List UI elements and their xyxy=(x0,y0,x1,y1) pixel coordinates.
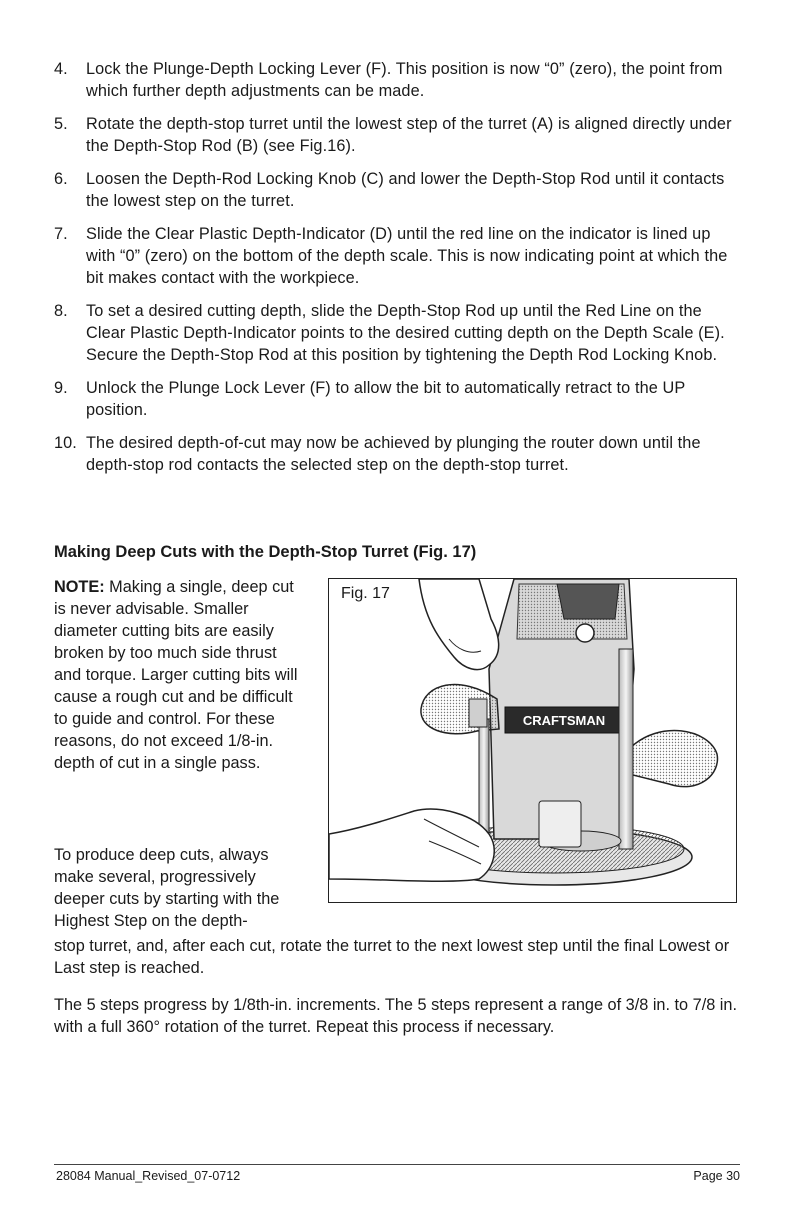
section-heading: Making Deep Cuts with the Depth-Stop Turret (Fig. 17) xyxy=(54,543,477,561)
footer-divider xyxy=(54,1164,740,1165)
footer-document-id: 28084 Manual_Revised_07-0712 xyxy=(56,1169,241,1183)
hand-upper xyxy=(419,579,499,670)
step-text: Slide the Clear Plastic Depth-Indicator (D) until the red line on the indicator is lined up with “0” (zero) on the bottom of the depth scale. This is now indicating point at which the bit makes contact with the workpiece. xyxy=(86,225,728,287)
steps-progress-paragraph: The 5 steps progress by 1/8th-in. increments. The 5 steps represent a range of 3/8 in. to 7/8 in. with a full 360° rotation of the turret. Repeat this process if necessary. xyxy=(54,996,737,1036)
step-number: 6. xyxy=(54,170,68,188)
right-handle xyxy=(629,730,717,786)
step-text: Rotate the depth-stop turret until the lowest step of the turret (A) is aligned directly under the Depth-Stop Rod (B) (see Fig.16). xyxy=(86,115,732,155)
figure-17 xyxy=(328,578,737,903)
note-paragraph xyxy=(54,576,304,774)
router-illustration xyxy=(329,579,737,903)
figure-label: Fig. 17 xyxy=(341,585,390,602)
step-text: To set a desired cutting depth, slide the Depth-Stop Rod up until the Red Line on the Clear Plastic Depth-Indicator points to the desired cutting depth on the Depth Scale (E). Secure the Depth-Stop Rod at this position by tightening the Depth Rod Locking Knob. xyxy=(86,302,725,364)
step-10 xyxy=(54,432,744,476)
hand-lower xyxy=(329,809,494,881)
instruction-steps xyxy=(54,58,744,487)
step-text: The desired depth-of-cut may now be achieved by plunging the router down until the depth-stop rod contacts the selected step on the depth-stop turret. xyxy=(86,434,701,474)
step-text: Lock the Plunge-Depth Locking Lever (F). This position is now “0” (zero), the point from which further depth adjustments can be made. xyxy=(86,60,723,100)
note-label: NOTE: xyxy=(54,578,105,596)
footer-page-number: Page 30 xyxy=(693,1169,740,1183)
step-number: 7. xyxy=(54,225,68,243)
step-number: 5. xyxy=(54,115,68,133)
step-9 xyxy=(54,377,744,421)
step-4 xyxy=(54,58,744,102)
brand-text: CRAFTSMAN xyxy=(522,713,606,728)
step-6 xyxy=(54,168,744,212)
step-number: 9. xyxy=(54,379,68,397)
step-number: 4. xyxy=(54,60,68,78)
step-number: 10. xyxy=(54,434,77,452)
deep-cuts-paragraph-start: To produce deep cuts, always make several, progressively deeper cuts by starting with the Highest Step on the depth- xyxy=(54,846,280,930)
deep-cuts-paragraph-end: stop turret, and, after each cut, rotate the turret to the next lowest step until the final Lowest or Last step is reached. xyxy=(54,937,730,977)
step-5 xyxy=(54,113,744,157)
step-8 xyxy=(54,300,744,366)
step-text: Loosen the Depth-Rod Locking Knob (C) and lower the Depth-Stop Rod until it contacts the lowest step on the turret. xyxy=(86,170,725,210)
note-text: Making a single, deep cut is never advisable. Smaller diameter cutting bits are easily broken by too much side thrust and torque. Larger cutting bits will cause a rough cut and be difficult to guide and control. For these reasons, do not exceed 1/8-in. depth of cut in a single pass. xyxy=(54,578,298,772)
step-7 xyxy=(54,223,744,289)
step-text: Unlock the Plunge Lock Lever (F) to allow the bit to automatically retract to the UP position. xyxy=(86,379,686,419)
step-number: 8. xyxy=(54,302,68,320)
